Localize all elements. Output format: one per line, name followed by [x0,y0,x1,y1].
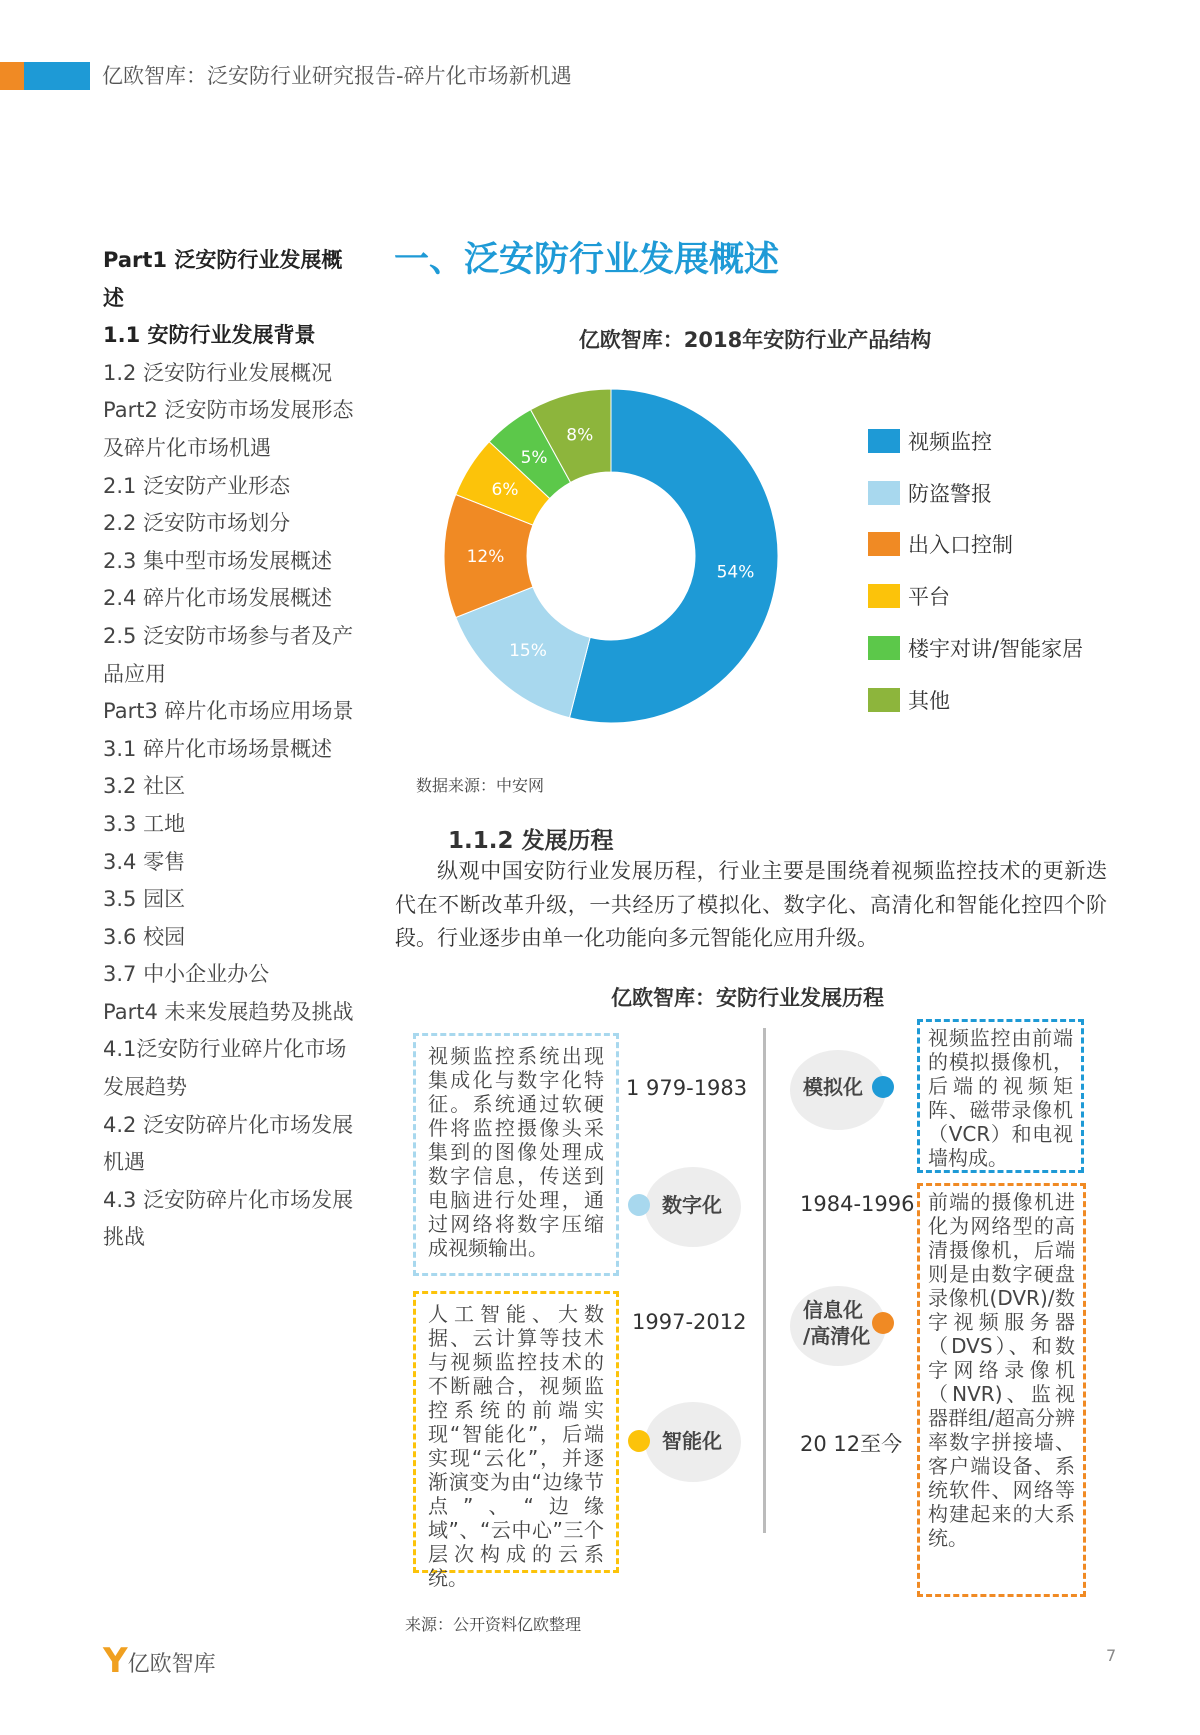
legend-item [868,415,1083,467]
timeline-axis [763,1028,766,1533]
slice-label: 54% [716,562,755,583]
chart-source: 数据来源：中安网 [416,776,545,795]
legend-label: 出入口控制 [908,533,1013,558]
header-blue-bar [24,62,90,90]
page-number: 7 [1106,1646,1117,1665]
toc-item[interactable]: Part1 泛安防行业发展概述 [103,248,343,310]
legend-item [868,674,1083,726]
legend-label: 防盗警报 [908,481,992,506]
refresh-icon [628,1194,650,1216]
section-heading: 1.1.2 发展历程 [448,828,614,854]
toc-item[interactable]: 4.1泛安防行业碎片化市场发展趋势 [103,1037,347,1100]
toc-item[interactable]: 4.2 泛安防碎片化市场发展机遇 [103,1112,354,1175]
intro-paragraph: 纵观中国安防行业发展历程，行业主要是围绕着视频监控技术的更新迭代在不断改革升级，一共经历了模拟化、数字化、高清化和智能化控四个阶段。行业逐步由单一化功能向多元智能化应用升级。 [395,859,1107,950]
legend-swatch [868,429,900,453]
footer-logo [103,1641,216,1681]
timeline-year: 1997-2012 [632,1310,747,1334]
brain-icon [628,1430,650,1452]
atom-icon [872,1312,894,1334]
slice-label: 8% [566,425,594,446]
toc-item[interactable]: 4.3 泛安防碎片化市场发展挑战 [103,1187,354,1250]
toc-item[interactable]: 1.2 泛安防行业发展概况 [103,360,333,385]
legend-item [868,570,1083,622]
donut-chart [430,375,792,737]
legend-item [868,467,1083,519]
timeline-source: 来源：公开资料亿欧整理 [405,1615,582,1634]
toc-item[interactable]: Part3 碎片化市场应用场景 [103,699,354,724]
logo-text: 亿欧智库 [127,1652,216,1677]
header-orange-bar [0,62,24,90]
toc-item[interactable]: 3.3 工地 [103,811,186,836]
stage-label: 信息化 /高清化 [803,1298,871,1348]
timeline-year: 1984-1996 [800,1192,915,1216]
legend-swatch [868,532,900,556]
stage-label: 智能化 [662,1429,722,1453]
toc-item[interactable]: 2.2 泛安防市场划分 [103,511,291,536]
legend-label: 视频监控 [908,429,992,454]
toc-item[interactable]: 2.4 碎片化市场发展概述 [103,586,333,611]
timeline-year: 20 12至今 [800,1432,903,1456]
toc-item[interactable]: 3.2 社区 [103,774,186,799]
header-title: 亿欧智库：泛安防行业研究报告-碎片化市场新机遇 [102,64,572,88]
legend-label: 楼宇对讲/智能家居 [908,637,1084,662]
timeline-title: 亿欧智库：安防行业发展历程 [611,986,884,1010]
page-title: 一、泛安防行业发展概述 [394,240,780,280]
toc-item[interactable]: 3.4 零售 [103,849,186,874]
toc-item[interactable]: 3.7 中小企业办公 [103,962,270,987]
hd-description-box: 前端的摄像机进化为网络型的高清摄像机，后端则是由数字硬盘录像机(DVR)/数字视频服务器（DVS）、和数字网络录像机（NVR)、监视器群组/超高分辨率数字拼接墙、客户端设备、系统软件、网络等构建起来的大系统。 [917,1183,1086,1597]
legend-swatch [868,636,900,660]
legend-item [868,519,1083,571]
toc-item[interactable]: 3.6 校园 [103,924,186,949]
chart-legend [868,415,1083,726]
slice-label: 6% [491,479,519,500]
slice-label: 5% [520,447,548,468]
slice-label: 12% [466,547,505,567]
toc-item[interactable]: 1.1 安防行业发展背景 [103,323,316,348]
digital-description-box: 视频监控系统出现集成化与数字化特征。系统通过软硬件将监控摄像头采集到的图像处理成数字信息，传送到电脑进行处理，通过网络将数字压缩成视频输出。 [413,1033,619,1276]
logo-y-icon: Y [103,1641,128,1681]
legend-swatch [868,688,900,712]
legend-label: 其他 [908,688,950,713]
slice-label: 15% [509,641,547,662]
legend-swatch [868,481,900,505]
timeline-year: 1 979-1983 [626,1076,748,1100]
chart-title: 亿欧智库：2018年安防行业产品结构 [578,328,932,352]
analog-description-box: 视频监控由前端的模拟摄像机，后端的视频矩阵、磁带录像机（VCR）和电视墙构成。 [917,1019,1084,1173]
legend-swatch [868,584,900,608]
toc-item[interactable]: 3.1 碎片化市场场景概述 [103,736,333,761]
play-icon [872,1076,894,1098]
toc-item[interactable]: Part2 泛安防市场发展形态及碎片化市场机遇 [103,398,354,460]
toc-item[interactable]: 3.5 园区 [103,887,186,912]
toc-item[interactable]: Part4 未来发展趋势及挑战 [103,999,354,1024]
table-of-contents [103,242,355,1257]
toc-item[interactable]: 2.5 泛安防市场参与者及产品应用 [103,623,354,686]
legend-label: 平台 [908,585,950,610]
stage-label: 模拟化 [803,1075,863,1099]
smart-description-box: 人工智能、大数据、云计算等技术与视频监控技术的不断融合，视频监控系统的前端实现“智能化”，后端实现“云化”，并逐渐演变为由“边缘节点”、“边缘域”、“云中心”三个层次构成的云系统。 [413,1291,619,1573]
toc-item[interactable]: 2.3 集中型市场发展概述 [103,548,333,573]
legend-item [868,622,1083,674]
toc-item[interactable]: 2.1 泛安防产业形态 [103,473,291,498]
stage-label: 数字化 [662,1193,722,1217]
